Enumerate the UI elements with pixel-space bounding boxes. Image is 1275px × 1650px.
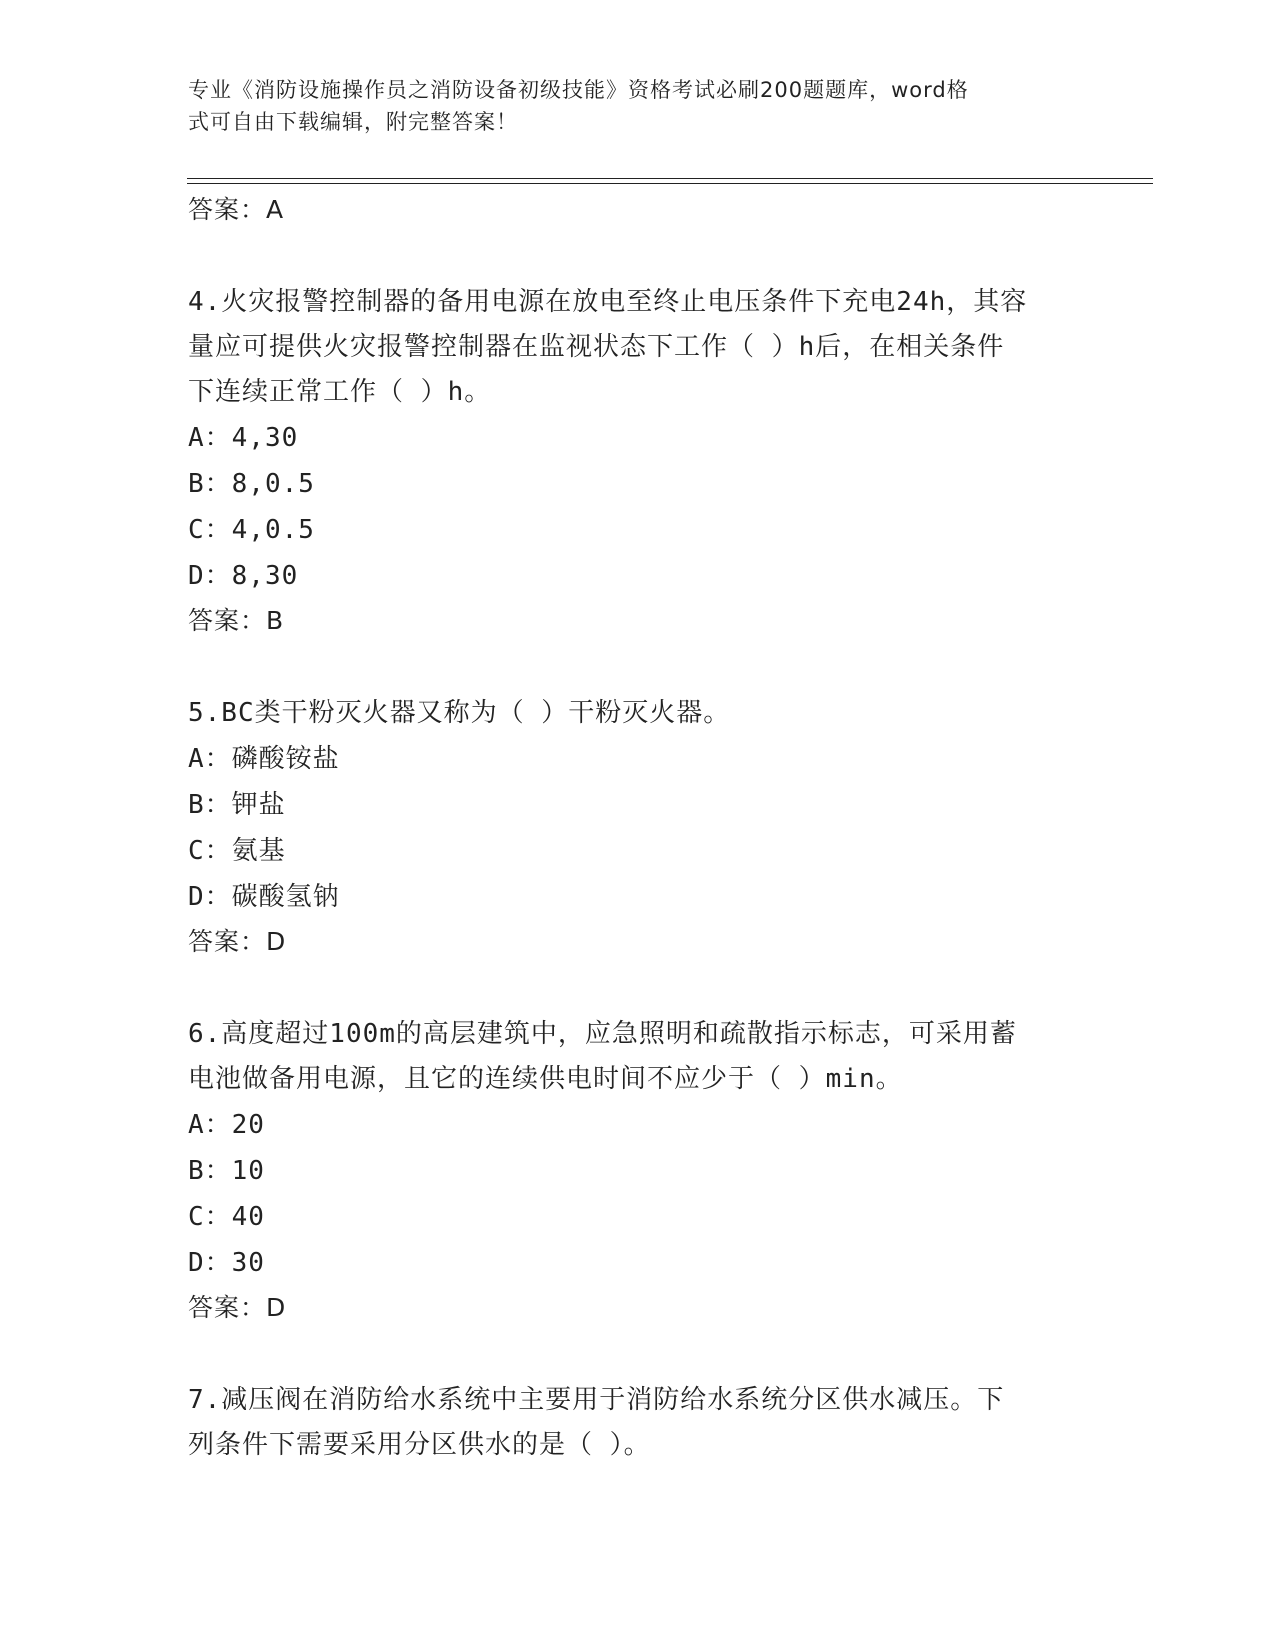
stem-line: 6.高度超过100m的高层建筑中，应急照明和疏散指示标志，可采用蓄 bbox=[188, 1019, 1017, 1049]
option-d: D：8,30 bbox=[188, 561, 299, 591]
stem-line: 量应可提供火灾报警控制器在监视状态下工作（ ）h后，在相关条件 bbox=[188, 332, 1005, 362]
answer: 答案：B bbox=[188, 606, 285, 635]
option-d: D：30 bbox=[188, 1248, 265, 1278]
header-rule-bottom bbox=[187, 183, 1153, 184]
question-stem bbox=[188, 1012, 1088, 1102]
stem-line: 7.减压阀在消防给水系统中主要用于消防给水系统分区供水减压。下 bbox=[188, 1385, 1005, 1415]
answer: 答案：D bbox=[188, 927, 287, 956]
option-d: D：碳酸氢钠 bbox=[188, 882, 340, 912]
question-5 bbox=[188, 691, 1088, 964]
stem-line: 列条件下需要采用分区供水的是（ ）。 bbox=[188, 1430, 651, 1460]
question-7 bbox=[188, 1378, 1088, 1468]
header-line-2: 式可自由下载编辑，附完整答案！ bbox=[188, 110, 518, 134]
answer: 答案：D bbox=[188, 1293, 287, 1322]
question-list bbox=[188, 188, 1088, 1468]
option-b: B：10 bbox=[188, 1156, 265, 1186]
question-6 bbox=[188, 1012, 1088, 1330]
option-b: B：钾盐 bbox=[188, 790, 286, 820]
option-c: C：氨基 bbox=[188, 836, 286, 866]
option-a: A：20 bbox=[188, 1110, 265, 1140]
question-4 bbox=[188, 280, 1088, 643]
stem-line: 5.BC类干粉灭火器又称为（ ）干粉灭火器。 bbox=[188, 698, 731, 728]
header-line-1: 专业《消防设施操作员之消防设备初级技能》资格考试必刷200题题库，word格 bbox=[188, 78, 969, 102]
option-a: A：4,30 bbox=[188, 423, 299, 453]
header-rule-top bbox=[187, 178, 1153, 179]
question-stem bbox=[188, 1378, 1088, 1468]
option-a: A：磷酸铵盐 bbox=[188, 744, 340, 774]
stem-line: 电池做备用电源，且它的连续供电时间不应少于（ ）min。 bbox=[188, 1064, 903, 1094]
option-c: C：40 bbox=[188, 1202, 265, 1232]
stem-line: 4.火灾报警控制器的备用电源在放电至终止电压条件下充电24h，其容 bbox=[188, 287, 1028, 317]
stem-line: 下连续正常工作（ ）h。 bbox=[188, 377, 492, 407]
document-header bbox=[188, 74, 1068, 138]
option-b: B：8,0.5 bbox=[188, 469, 315, 499]
option-c: C：4,0.5 bbox=[188, 515, 315, 545]
question-stem bbox=[188, 691, 1088, 736]
previous-answer: 答案：A bbox=[188, 195, 285, 224]
question-stem bbox=[188, 280, 1088, 415]
